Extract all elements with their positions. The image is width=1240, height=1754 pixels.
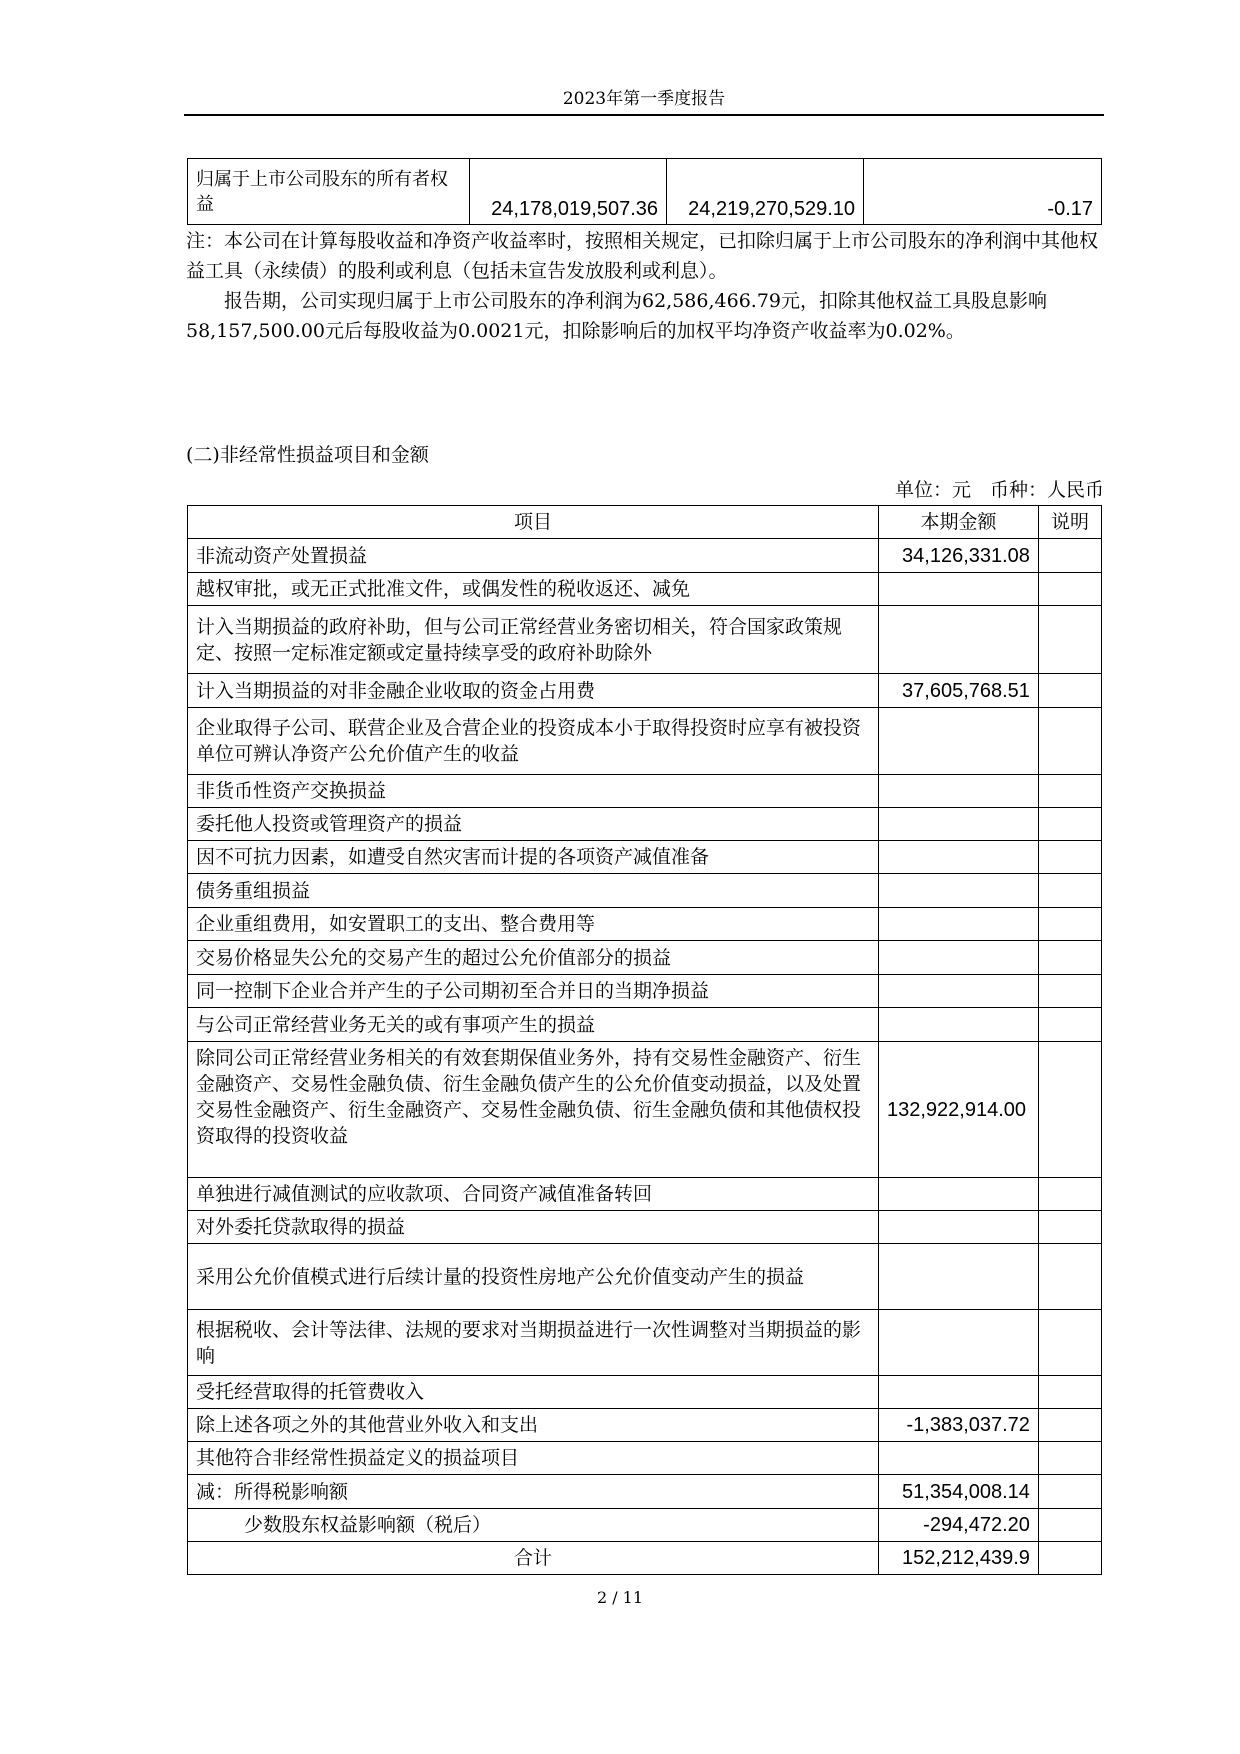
- row-item: 采用公允价值模式进行后续计量的投资性房地产公允价值变动产生的损益: [188, 1244, 879, 1310]
- row-amount: [879, 1310, 1039, 1376]
- table-row: [188, 874, 1102, 908]
- row-item: 同一控制下企业合并产生的子公司期初至合并日的当期净损益: [188, 975, 879, 1008]
- row-note: [1038, 775, 1101, 808]
- table-row: [188, 606, 1102, 674]
- row-item: 计入当期损益的对非金融企业收取的资金占用费: [188, 674, 879, 708]
- row-item: 除同公司正常经营业务相关的有效套期保值业务外，持有交易性金融资产、衍生金融资产、交易性金融负债、衍生金融负债产生的公允价值变动损益，以及处置交易性金融资产、衍生金融资产、交易性金融负债、衍生金融负债和其他债权投资取得的投资收益: [188, 1042, 879, 1178]
- table-row: [188, 1211, 1102, 1244]
- row-note: [1038, 1244, 1101, 1310]
- row-note: [1038, 941, 1101, 975]
- row-note: [1038, 573, 1101, 606]
- table-row: [188, 775, 1102, 808]
- equity-change: -0.17: [864, 159, 1102, 225]
- row-note: [1038, 1042, 1101, 1178]
- table-row: [188, 1042, 1102, 1178]
- row-note: [1038, 1509, 1101, 1542]
- row-item: 越权审批，或无正式批准文件，或偶发性的税收返还、减免: [188, 573, 879, 606]
- row-amount: [879, 573, 1039, 606]
- row-item: 企业重组费用，如安置职工的支出、整合费用等: [188, 908, 879, 941]
- equity-table: [187, 158, 1102, 225]
- row-note: [1038, 708, 1101, 775]
- equity-label: 归属于上市公司股东的所有者权益: [188, 159, 470, 225]
- row-amount: [879, 908, 1039, 941]
- row-amount: [879, 941, 1039, 975]
- non-recurring-table: [187, 505, 1102, 1575]
- row-note: [1038, 1178, 1101, 1211]
- row-amount: [879, 1442, 1039, 1475]
- row-item: 企业取得子公司、联营企业及合营企业的投资成本小于取得投资时应享有被投资单位可辨认净资产公允价值产生的收益: [188, 708, 879, 775]
- row-amount: [879, 1211, 1039, 1244]
- row-amount: [879, 808, 1039, 841]
- equity-current: 24,178,019,507.36: [470, 159, 667, 225]
- row-note: [1038, 808, 1101, 841]
- total-label: 合计: [188, 1542, 879, 1575]
- table-row: [188, 941, 1102, 975]
- table-row: [188, 1310, 1102, 1376]
- row-note: [1038, 1442, 1101, 1475]
- row-item: 除上述各项之外的其他营业外收入和支出: [188, 1409, 879, 1442]
- row-note: [1038, 606, 1101, 674]
- row-note: [1038, 674, 1101, 708]
- row-item: 与公司正常经营业务无关的或有事项产生的损益: [188, 1008, 879, 1042]
- row-amount: 51,354,008.14: [879, 1475, 1039, 1509]
- note-paragraph-2: 报告期，公司实现归属于上市公司股东的净利润为62,586,466.79元，扣除其他权益工具股息影响58,157,500.00元后每股收益为0.0021元，扣除影响后的加权平均净资产收益率为0.02%。: [186, 290, 1048, 342]
- table-row: [188, 1475, 1102, 1509]
- row-item: 交易价格显失公允的交易产生的超过公允价值部分的损益: [188, 941, 879, 975]
- row-amount: -294,472.20: [879, 1509, 1039, 1542]
- row-item: 减：所得税影响额: [188, 1475, 879, 1509]
- row-note: [1038, 841, 1101, 874]
- table-row: [188, 808, 1102, 841]
- header-divider: [184, 114, 1104, 116]
- row-amount: [879, 1178, 1039, 1211]
- row-item: 少数股东权益影响额（税后）: [188, 1509, 879, 1542]
- row-amount: [879, 975, 1039, 1008]
- row-amount: 37,605,768.51: [879, 674, 1039, 708]
- row-item: 其他符合非经常性损益定义的损益项目: [188, 1442, 879, 1475]
- table-row: [188, 1509, 1102, 1542]
- row-item: 非流动资产处置损益: [188, 539, 879, 573]
- table-row: [188, 1178, 1102, 1211]
- table-row: [188, 908, 1102, 941]
- row-item: 计入当期损益的政府补助，但与公司正常经营业务密切相关，符合国家政策规定、按照一定标准定额或定量持续享受的政府补助除外: [188, 606, 879, 674]
- table-row: [188, 1376, 1102, 1409]
- table-row: [188, 708, 1102, 775]
- row-amount: -1,383,037.72: [879, 1409, 1039, 1442]
- table-row: [188, 1409, 1102, 1442]
- table-row: [188, 159, 1102, 225]
- table-row: [188, 1008, 1102, 1042]
- section-title: (二)非经常性损益项目和金额: [186, 444, 429, 466]
- row-note: [1038, 539, 1101, 573]
- row-note: [1038, 1008, 1101, 1042]
- row-amount: [879, 841, 1039, 874]
- table-row: [188, 674, 1102, 708]
- table-row: [188, 539, 1102, 573]
- row-item: 债务重组损益: [188, 874, 879, 908]
- table-total-row: [188, 1542, 1102, 1575]
- row-note: [1038, 908, 1101, 941]
- row-amount: [879, 1244, 1039, 1310]
- note-paragraph-1: 注：本公司在计算每股收益和净资产收益率时，按照相关规定，已扣除归属于上市公司股东的净利润中其他权益工具（永续债）的股利或利息（包括未宣告发放股利或利息）。: [186, 230, 1099, 282]
- row-note: [1038, 874, 1101, 908]
- equity-previous: 24,219,270,529.10: [667, 159, 864, 225]
- row-amount: 34,126,331.08: [879, 539, 1039, 573]
- row-amount: 132,922,914.00: [879, 1042, 1039, 1178]
- row-amount: [879, 1008, 1039, 1042]
- row-amount: [879, 874, 1039, 908]
- unit-label: 单位：元 币种：人民币: [894, 479, 1104, 501]
- table-row: [188, 1442, 1102, 1475]
- row-note: [1038, 1475, 1101, 1509]
- row-item: 委托他人投资或管理资产的损益: [188, 808, 879, 841]
- total-amount: 152,212,439.9: [879, 1542, 1039, 1575]
- row-note: [1038, 1409, 1101, 1442]
- row-item: 单独进行减值测试的应收款项、合同资产减值准备转回: [188, 1178, 879, 1211]
- row-item: 非货币性资产交换损益: [188, 775, 879, 808]
- header-note: 说明: [1038, 506, 1101, 539]
- row-item: 因不可抗力因素，如遭受自然灾害而计提的各项资产减值准备: [188, 841, 879, 874]
- row-note: [1038, 1376, 1101, 1409]
- row-note: [1038, 1310, 1101, 1376]
- header-item: 项目: [188, 506, 879, 539]
- row-item: 对外委托贷款取得的损益: [188, 1211, 879, 1244]
- row-amount: [879, 1376, 1039, 1409]
- row-note: [1038, 1211, 1101, 1244]
- table-header-row: [188, 506, 1102, 539]
- row-item: 受托经营取得的托管费收入: [188, 1376, 879, 1409]
- table-row: [188, 573, 1102, 606]
- row-amount: [879, 775, 1039, 808]
- table-row: [188, 1244, 1102, 1310]
- table-row: [188, 975, 1102, 1008]
- row-note: [1038, 1542, 1101, 1575]
- note-block: [186, 226, 1104, 346]
- row-note: [1038, 975, 1101, 1008]
- row-amount: [879, 606, 1039, 674]
- table-row: [188, 841, 1102, 874]
- row-amount: [879, 708, 1039, 775]
- page-header-title: 2023年第一季度报告: [562, 89, 726, 109]
- header-amount: 本期金额: [879, 506, 1039, 539]
- page-number: 2 / 11: [596, 1588, 644, 1607]
- row-item: 根据税收、会计等法律、法规的要求对当期损益进行一次性调整对当期损益的影响: [188, 1310, 879, 1376]
